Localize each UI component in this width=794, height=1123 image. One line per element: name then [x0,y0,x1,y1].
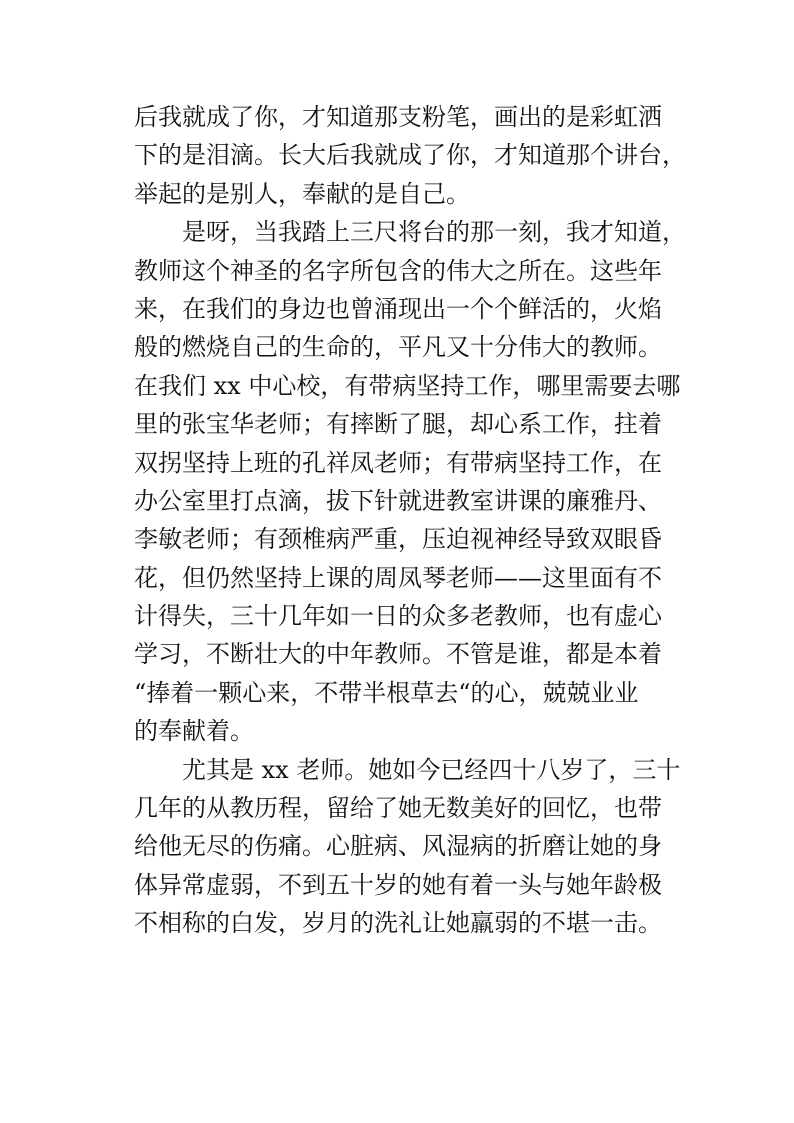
text-line: 在我们 xx 中心校，有带病坚持工作，哪里需要去哪 [134,371,681,400]
text-line: 的奉献着。 [134,717,254,746]
text-line: 花，但仍然坚持上课的周凤琴老师——这里面有不 [134,563,662,592]
text-line: 举起的是别人，奉献的是自己。 [134,179,470,208]
text-line: 办公室里打点滴，拔下针就进教室讲课的廉雅丹、 [134,486,662,515]
text-line: 学习，不断壮大的中年教师。不管是谁，都是本着 [134,640,662,669]
text-line: 来，在我们的身边也曾涌现出一个个鲜活的，火焰 [134,294,662,323]
text-line: 给他无尽的伤痛。心脏病、风湿病的折磨让她的身 [134,832,662,861]
paragraph-start-line: 尤其是 xx 老师。她如今已经四十八岁了，三十 [182,755,681,784]
text-line: 几年的从教历程，留给了她无数美好的回忆，也带 [134,794,662,823]
text-line: 计得失，三十几年如一日的众多老教师，也有虚心 [134,602,662,631]
text-line: 下的是泪滴。长大后我就成了你，才知道那个讲台， [134,141,686,170]
text-line: 教师这个神圣的名字所包含的伟大之所在。这些年 [134,256,662,285]
text-line: 双拐坚持上班的孔祥凤老师；有带病坚持工作，在 [134,448,662,477]
text-line: 后我就成了你，才知道那支粉笔，画出的是彩虹洒 [134,103,662,131]
paragraph-start-line: 是呀，当我踏上三尺将台的那一刻，我才知道， [182,218,686,247]
text-line: 李敏老师；有颈椎病严重，压迫视神经导致双眼昏 [134,525,662,554]
body-text [134,98,686,943]
text-line: 里的张宝华老师；有摔断了腿，却心系工作，拄着 [134,410,662,439]
text-line: “捧着一颗心来，不带半根草去“的心，兢兢业业 [134,678,639,707]
text-line: 体异常虚弱，不到五十岁的她有着一头与她年龄极 [134,870,662,899]
text-line: 不相称的白发，岁月的洗礼让她羸弱的不堪一击。 [134,909,662,938]
text-line: 般的燃烧自己的生命的，平凡又十分伟大的教师。 [134,333,662,362]
